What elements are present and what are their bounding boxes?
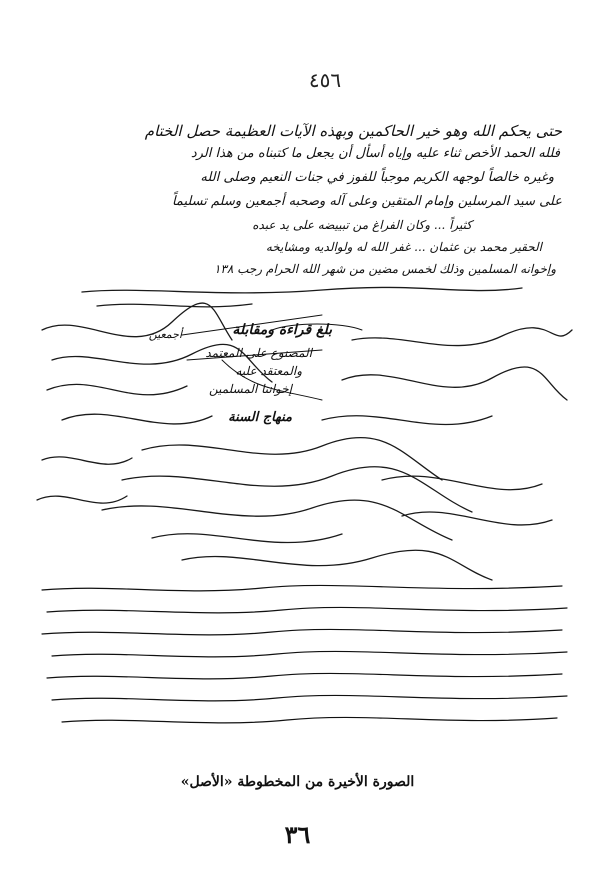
colophon-line: الحقير محمد بن عثمان ... غفر الله له ولوالديه ومشايخه <box>265 240 542 254</box>
colophon-line: كثيراً ... وكان الفراغ من تبييضه على يد عبده <box>252 218 472 232</box>
colophon-line: وغيره خالصاً لوجهه الكريم موجباً للفوز في جنات النعيم وصلى الله <box>200 170 554 185</box>
folio-number: ٤٥٦ <box>308 68 342 92</box>
colophon-line: وإخوانه المسلمين وذلك لخمس مضين من شهر الله الحرام رجب ١٣٨ <box>213 262 556 276</box>
page-number: ٣٦ <box>284 820 311 849</box>
marginal-note: أجمعين <box>148 328 182 341</box>
colophon-line: على سيد المرسلين وإمام المتقين وعلى آله وصحبه أجمعين وسلم تسليماً <box>171 194 562 209</box>
colophon-line: حتى يحكم الله وهو خير الحاكمين وبهذه الآيات العظيمة حصل الختام <box>144 122 562 140</box>
manuscript-image <box>22 60 582 750</box>
marginal-note: إخواننا المسلمين <box>208 382 292 396</box>
marginal-note: بلغ قراءة ومقابلة <box>232 322 332 338</box>
marginal-note: منهاج السنة <box>228 410 292 425</box>
handwritten-annotations-graphic <box>22 60 582 750</box>
figure-caption: الصورة الأخيرة من المخطوطة «الأصل» <box>180 774 415 790</box>
colophon-line: فلله الحمد الأخص ثناء عليه وإياه أسأل أن يجعل ما كتبناه من هذا الرد <box>190 146 560 161</box>
marginal-note: المصنوع على المعتمد <box>205 346 312 360</box>
marginal-note: والمعتقد عليه <box>235 364 302 378</box>
